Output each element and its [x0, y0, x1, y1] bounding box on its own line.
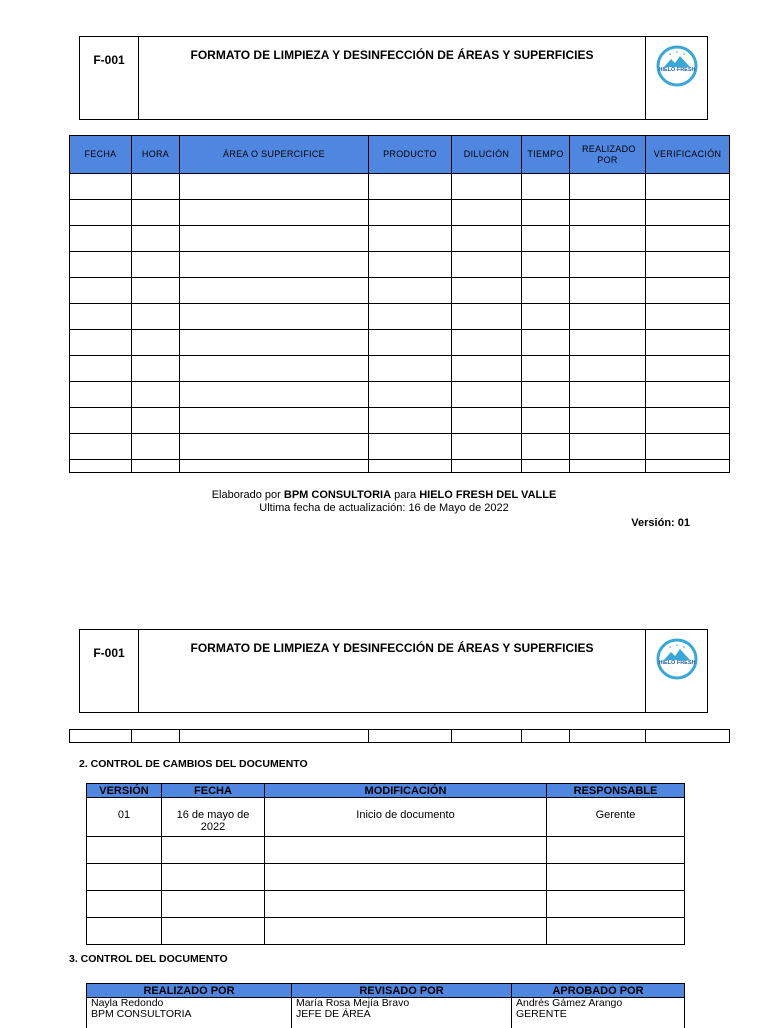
entry-cell[interactable]	[70, 304, 132, 330]
entry-cell[interactable]	[132, 408, 180, 434]
table-row	[87, 837, 685, 864]
entry-cell[interactable]	[522, 278, 570, 304]
entry-cell[interactable]	[132, 330, 180, 356]
changes-table	[86, 783, 685, 945]
entry-cell[interactable]	[180, 252, 369, 278]
entry-cell[interactable]	[570, 304, 646, 330]
table-row	[87, 998, 685, 1028]
revisado-role: JEFE DE ÁREA	[296, 1009, 511, 1020]
entry-cell[interactable]	[452, 304, 522, 330]
entry-cell[interactable]	[70, 174, 132, 200]
entry-cell[interactable]	[180, 408, 369, 434]
entry-cell[interactable]	[70, 408, 132, 434]
company-logo	[645, 37, 707, 119]
entry-cell[interactable]	[70, 356, 132, 382]
registro-table	[69, 135, 730, 473]
table-row	[70, 730, 730, 743]
entry-cell[interactable]	[570, 252, 646, 278]
control-section-title: 3. CONTROL DEL DOCUMENTO	[69, 953, 228, 965]
entry-cell[interactable]	[180, 174, 369, 200]
control-col-revisado: REVISADO POR	[292, 984, 512, 998]
form-header	[79, 36, 708, 120]
entry-cell[interactable]	[570, 174, 646, 200]
changes-col-modificacion: MODIFICACIÓN	[265, 784, 547, 798]
registro-header-row	[70, 136, 730, 174]
table-row	[70, 252, 730, 278]
entry-cell[interactable]	[369, 408, 452, 434]
entry-cell[interactable]	[646, 434, 730, 460]
changes-header-row	[87, 784, 685, 798]
entry-cell[interactable]	[70, 278, 132, 304]
changes-col-fecha: FECHA	[162, 784, 265, 798]
entry-cell[interactable]	[369, 278, 452, 304]
entry-cell[interactable]	[522, 226, 570, 252]
control-col-aprobado: APROBADO POR	[512, 984, 685, 998]
entry-cell[interactable]	[180, 226, 369, 252]
elaborado-by: BPM CONSULTORIA	[284, 489, 391, 501]
entry-cell[interactable]	[522, 382, 570, 408]
entry-cell[interactable]	[646, 252, 730, 278]
entry-cell[interactable]	[369, 174, 452, 200]
table-row	[70, 356, 730, 382]
client-name: HIELO FRESH DEL VALLE	[419, 489, 556, 501]
entry-cell[interactable]	[180, 304, 369, 330]
entry-cell[interactable]	[132, 304, 180, 330]
entry-cell[interactable]	[646, 330, 730, 356]
entry-cell[interactable]	[570, 356, 646, 382]
elaborado-line	[0, 489, 768, 501]
table-row	[70, 434, 730, 460]
entry-cell[interactable]	[646, 460, 730, 473]
table-row	[70, 200, 730, 226]
entry-cell[interactable]	[180, 278, 369, 304]
form-title: FORMATO DE LIMPIEZA Y DESINFECCIÓN DE ÁREAS Y SUPERFICIES	[139, 630, 645, 723]
version-label: Versión: 01	[631, 517, 690, 529]
entry-cell[interactable]	[570, 460, 646, 473]
entry-cell[interactable]	[369, 356, 452, 382]
form-title: FORMATO DE LIMPIEZA Y DESINFECCIÓN DE ÁREAS Y SUPERFICIES	[139, 37, 645, 130]
changes-col-responsable: RESPONSABLE	[547, 784, 685, 798]
aprobado-role: GERENTE	[516, 1009, 684, 1020]
svg-text:HIELO FRESH: HIELO FRESH	[659, 660, 696, 666]
entry-cell[interactable]	[452, 174, 522, 200]
entry-cell[interactable]	[646, 226, 730, 252]
control-header-row	[87, 984, 685, 998]
updated-date: Ultima fecha de actualización: 16 de Mayo de 2022	[0, 502, 768, 514]
entry-cell[interactable]	[70, 382, 132, 408]
entry-cell[interactable]	[452, 356, 522, 382]
entry-cell[interactable]	[570, 382, 646, 408]
entry-cell[interactable]	[369, 330, 452, 356]
entry-cell[interactable]	[646, 356, 730, 382]
entry-cell[interactable]	[570, 200, 646, 226]
change-description: Inicio de documento	[265, 798, 547, 837]
aprobado-cell	[512, 998, 685, 1028]
entry-cell[interactable]	[522, 408, 570, 434]
entry-cell[interactable]	[646, 278, 730, 304]
table-row	[87, 891, 685, 918]
col-hora: HORA	[132, 136, 180, 174]
entry-cell[interactable]	[522, 304, 570, 330]
entry-cell[interactable]	[132, 356, 180, 382]
elaborado-prefix: Elaborado por	[212, 489, 281, 501]
table-row	[70, 304, 730, 330]
form-header-page2	[79, 629, 708, 713]
col-area: ÁREA O SUPERCIFICE	[180, 136, 369, 174]
entry-cell[interactable]	[522, 356, 570, 382]
table-row	[70, 278, 730, 304]
table-row	[70, 226, 730, 252]
entry-cell[interactable]	[570, 408, 646, 434]
change-responsible: Gerente	[547, 798, 685, 837]
entry-cell[interactable]	[570, 434, 646, 460]
entry-cell[interactable]	[180, 330, 369, 356]
form-code: F-001	[80, 630, 139, 712]
entry-cell[interactable]	[70, 252, 132, 278]
entry-cell[interactable]	[452, 382, 522, 408]
entry-cell[interactable]	[522, 200, 570, 226]
table-row	[87, 798, 685, 837]
changes-section-title: 2. CONTROL DE CAMBIOS DEL DOCUMENTO	[79, 758, 308, 770]
col-fecha: FECHA	[70, 136, 132, 174]
registro-table-continuation	[69, 729, 730, 743]
entry-cell[interactable]	[452, 200, 522, 226]
entry-cell[interactable]	[452, 252, 522, 278]
svg-text:HIELO FRESH: HIELO FRESH	[659, 67, 696, 73]
entry-cell[interactable]	[132, 200, 180, 226]
table-row	[87, 864, 685, 891]
realizado-role: BPM CONSULTORIA	[91, 1009, 291, 1020]
entry-cell[interactable]	[646, 304, 730, 330]
table-row	[70, 330, 730, 356]
entry-cell[interactable]	[646, 200, 730, 226]
entry-cell[interactable]	[369, 226, 452, 252]
entry-cell[interactable]	[452, 330, 522, 356]
revisado-cell	[292, 998, 512, 1028]
entry-cell[interactable]	[570, 330, 646, 356]
entry-cell[interactable]	[452, 278, 522, 304]
col-realizado: REALIZADO POR	[570, 136, 646, 174]
entry-cell[interactable]	[646, 174, 730, 200]
table-row	[70, 460, 730, 473]
entry-cell[interactable]	[646, 408, 730, 434]
entry-cell[interactable]	[132, 252, 180, 278]
table-row	[70, 408, 730, 434]
entry-cell[interactable]	[70, 460, 132, 473]
elaborado-para: para	[394, 489, 416, 501]
entry-cell[interactable]	[132, 278, 180, 304]
entry-cell[interactable]	[522, 174, 570, 200]
entry-cell[interactable]	[132, 434, 180, 460]
col-tiempo: TIEMPO	[522, 136, 570, 174]
realizado-cell	[87, 998, 292, 1028]
entry-cell[interactable]	[522, 252, 570, 278]
revisado-name: María Rosa Mejía Bravo	[296, 998, 511, 1009]
control-col-realizado: REALIZADO POR	[87, 984, 292, 998]
entry-cell[interactable]	[70, 226, 132, 252]
changes-col-version: VERSIÓN	[87, 784, 162, 798]
aprobado-name: Andrés Gámez Arango	[516, 998, 684, 1009]
entry-cell[interactable]	[369, 200, 452, 226]
entry-cell[interactable]	[522, 434, 570, 460]
entry-cell[interactable]	[452, 434, 522, 460]
entry-cell[interactable]	[180, 200, 369, 226]
form-code: F-001	[80, 37, 139, 119]
entry-cell[interactable]	[132, 226, 180, 252]
company-logo	[645, 630, 707, 712]
entry-cell[interactable]	[646, 382, 730, 408]
entry-cell[interactable]	[570, 226, 646, 252]
entry-cell[interactable]	[180, 382, 369, 408]
entry-cell[interactable]	[522, 460, 570, 473]
entry-cell[interactable]	[180, 434, 369, 460]
table-row	[87, 918, 685, 945]
col-dilucion: DILUCIÓN	[452, 136, 522, 174]
entry-cell[interactable]	[369, 382, 452, 408]
entry-cell[interactable]	[369, 460, 452, 473]
table-row	[70, 382, 730, 408]
logo-icon	[656, 45, 698, 87]
realizado-name: Nayla Redondo	[91, 998, 291, 1009]
entry-cell[interactable]	[70, 434, 132, 460]
control-table	[86, 983, 685, 1028]
entry-cell[interactable]	[369, 304, 452, 330]
entry-cell[interactable]	[132, 382, 180, 408]
entry-cell[interactable]	[369, 252, 452, 278]
table-row	[70, 174, 730, 200]
entry-cell[interactable]	[452, 408, 522, 434]
change-date: 16 de mayo de 2022	[162, 798, 265, 837]
entry-cell[interactable]	[570, 278, 646, 304]
entry-cell[interactable]	[180, 460, 369, 473]
entry-cell[interactable]	[369, 434, 452, 460]
entry-cell[interactable]	[132, 174, 180, 200]
entry-cell[interactable]	[522, 330, 570, 356]
entry-cell[interactable]	[180, 356, 369, 382]
change-version: 01	[87, 798, 162, 837]
entry-cell[interactable]	[452, 460, 522, 473]
col-verificacion: VERIFICACIÓN	[646, 136, 730, 174]
entry-cell[interactable]	[70, 330, 132, 356]
entry-cell[interactable]	[70, 200, 132, 226]
col-producto: PRODUCTO	[369, 136, 452, 174]
entry-cell[interactable]	[132, 460, 180, 473]
logo-icon	[656, 638, 698, 680]
entry-cell[interactable]	[452, 226, 522, 252]
